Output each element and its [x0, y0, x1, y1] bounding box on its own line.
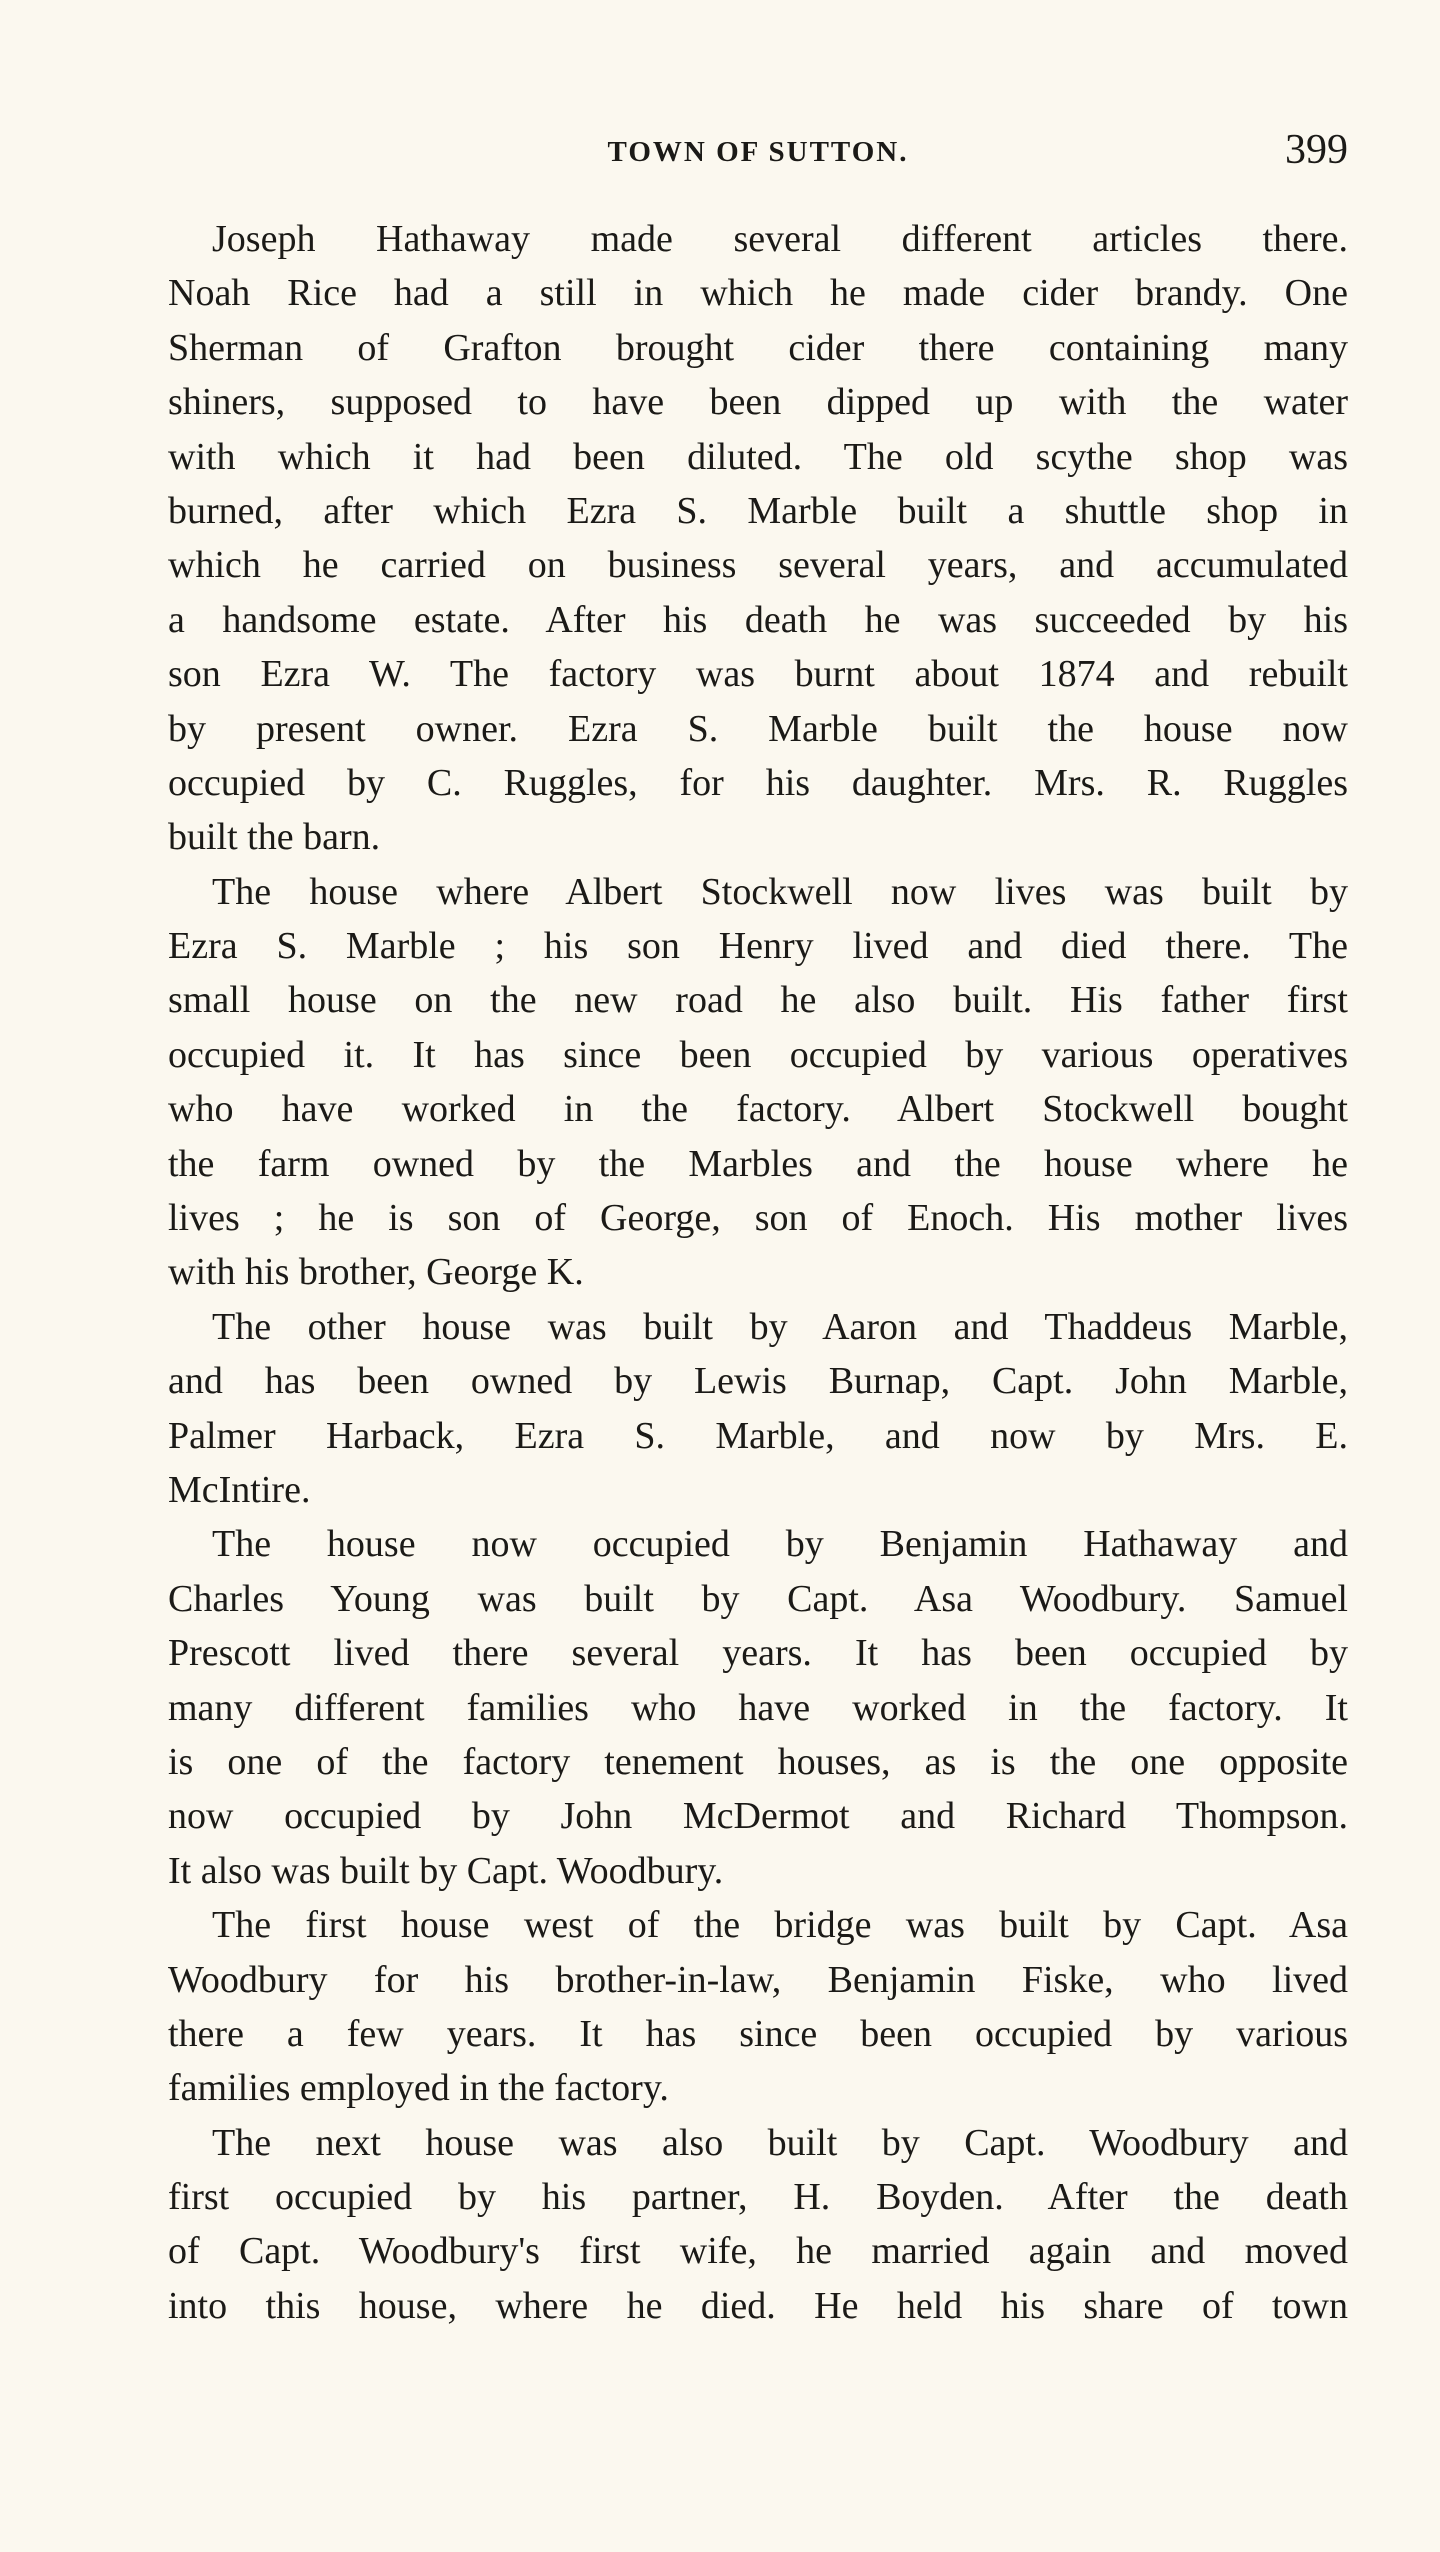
text-line: Palmer Harback, Ezra S. Marble, and now by Mrs. E. — [168, 1414, 1348, 1457]
text-line: small house on the new road he also built. His father first — [168, 979, 1348, 1022]
text-line: lives ; he is son of George, son of Enoch. His mother lives — [168, 1197, 1348, 1240]
text-line: shiners, supposed to have been dipped up with the water — [168, 381, 1348, 424]
text-line: Charles Young was built by Capt. Asa Woodbury. Samuel — [168, 1577, 1348, 1620]
text-line: Woodbury for his brother-in-law, Benjamin Fiske, who lived — [168, 1958, 1348, 2001]
running-title: TOWN OF SUTTON. — [607, 136, 909, 168]
text-line: Joseph Hathaway made several different articles there. — [212, 218, 1348, 260]
text-line: of Capt. Woodbury's first wife, he married again and moved — [168, 2230, 1348, 2273]
text-line: Prescott lived there several years. It has been occupied by — [168, 1632, 1348, 1675]
text-line: the farm owned by the Marbles and the house where he — [168, 1142, 1348, 1185]
text-line: first occupied by his partner, H. Boyden. After the death — [168, 2176, 1348, 2219]
text-line: son Ezra W. The factory was burnt about 1874 and rebuilt — [168, 653, 1348, 696]
text-line: Sherman of Grafton brought cider there containing many — [168, 326, 1348, 369]
running-header — [168, 120, 1348, 180]
page-number: 399 — [1285, 127, 1348, 173]
text-line: into this house, where he died. He held his share of town — [168, 2284, 1348, 2327]
text-line: which he carried on business several years, and accumulated — [168, 544, 1348, 587]
text-line: The first house west of the bridge was built by Capt. Asa — [212, 1904, 1348, 1947]
text-line: built the barn. — [168, 816, 381, 859]
text-line: It also was built by Capt. Woodbury. — [168, 1849, 724, 1892]
text-line: who have worked in the factory. Albert Stockwell bought — [168, 1088, 1348, 1131]
text-line: occupied by C. Ruggles, for his daughter. Mrs. R. Ruggles — [168, 761, 1348, 804]
text-line: burned, after which Ezra S. Marble built a shuttle shop in — [168, 489, 1348, 532]
text-line: is one of the factory tenement houses, as is the one opposite — [168, 1740, 1348, 1783]
text-line: families employed in the factory. — [168, 2067, 669, 2110]
text-line: with which it had been diluted. The old scythe shop was — [168, 435, 1348, 478]
text-line: a handsome estate. After his death he was succeeded by his — [168, 598, 1348, 641]
text-line: McIntire. — [168, 1468, 311, 1511]
text-line: Ezra S. Marble ; his son Henry lived and died there. The — [168, 925, 1348, 968]
text-line: by present owner. Ezra S. Marble built the house now — [168, 707, 1348, 750]
text-line: with his brother, George K. — [168, 1251, 584, 1294]
text-line: The next house was also built by Capt. Woodbury and — [212, 2121, 1348, 2164]
text-line: The house now occupied by Benjamin Hathaway and — [212, 1523, 1348, 1566]
text-line: and has been owned by Lewis Burnap, Capt. John Marble, — [168, 1360, 1348, 1403]
text-line: The other house was built by Aaron and Thaddeus Marble, — [212, 1305, 1348, 1348]
body-text — [168, 212, 1348, 2333]
text-line: occupied it. It has since been occupied by various operatives — [168, 1033, 1348, 1076]
text-line: there a few years. It has since been occupied by various — [168, 2012, 1348, 2055]
text-line: Noah Rice had a still in which he made cider brandy. One — [168, 272, 1348, 315]
text-line: The house where Albert Stockwell now lives was built by — [212, 870, 1348, 913]
text-line: many different families who have worked in the factory. It — [168, 1686, 1348, 1729]
text-line: now occupied by John McDermot and Richard Thompson. — [168, 1795, 1348, 1838]
